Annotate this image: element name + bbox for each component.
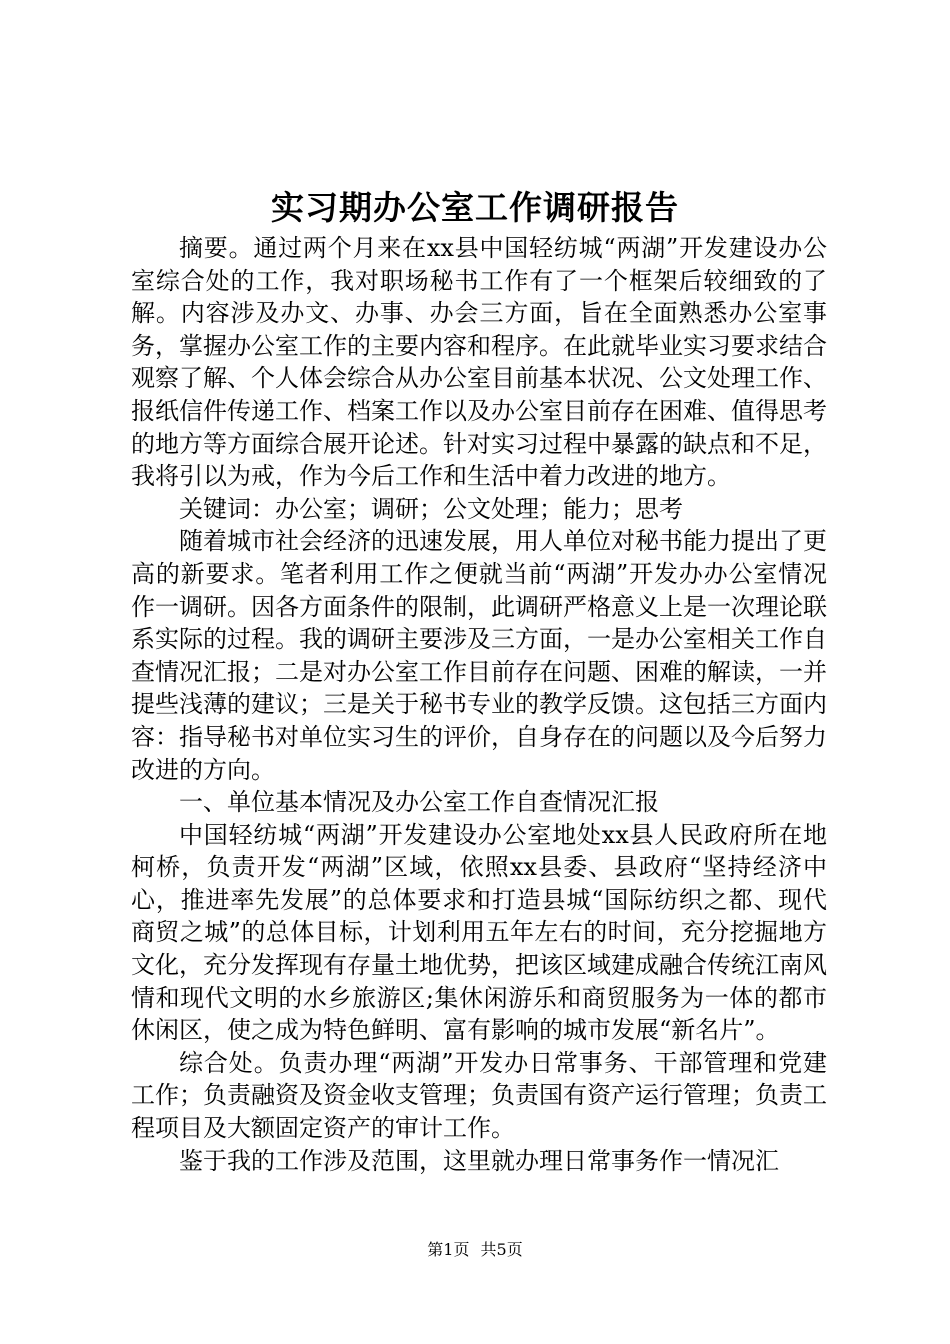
page-total: 共5页 [480, 1240, 523, 1259]
page-footer [0, 1238, 950, 1262]
body-paragraph: 综合处。负责办理“两湖”开发办日常事务、干部管理和党建工作；负责融资及资金收支管理；负责国有资产运行管理；负责工程项目及大额固定资产的审计工作。 [131, 1048, 827, 1143]
document-title: 实习期办公室工作调研报告 [271, 188, 679, 227]
intro-paragraph: 随着城市社会经济的迅速发展，用人单位对秘书能力提出了更高的新要求。笔者利用工作之便就当前“两湖”开发办办公室情况作一调研。因各方面条件的限制，此调研严格意义上是一次理论联系实际的过程。我的调研主要涉及三方面，一是办公室相关工作自查情况汇报；二是对办公室工作目前存在问题、困难的解读，一并提些浅薄的建议；三是关于秘书专业的教学反馈。这包括三方面内容：指导秘书对单位实习生的评价，自身存在的问题以及今后努力改进的方向。 [131, 527, 827, 784]
abstract-paragraph: 摘要。通过两个月来在xx县中国轻纺城“两湖”开发建设办公室综合处的工作，我对职场秘书工作有了一个框架后较细致的了解。内容涉及办文、办事、办会三方面，旨在全面熟悉办公室事务，掌握办公室工作的主要内容和程序。在此就毕业实习要求结合观察了解、个人体会综合从办公室目前基本状况、公文处理工作、报纸信件传递工作、档案工作以及办公室目前存在困难、值得思考的地方等方面综合展开论述。针对实习过程中暴露的缺点和不足，我将引以为戒，作为今后工作和生活中着力改进的地方。 [131, 234, 827, 491]
document-body [131, 232, 827, 1177]
keywords-paragraph: 关键词：办公室；调研；公文处理；能力；思考 [179, 494, 683, 523]
body-paragraph: 鉴于我的工作涉及范围，这里就办理日常事务作一情况汇 [179, 1146, 779, 1175]
section-heading: 一、单位基本情况及办公室工作自查情况汇报 [179, 788, 659, 817]
body-paragraph: 中国轻纺城“两湖”开发建设办公室地处xx县人民政府所在地柯桥，负责开发“两湖”区域，依照xx县委、县政府“坚持经济中心，推进率先发展”的总体要求和打造县城“国际纺织之都、现代商贸之城”的总体目标，计划利用五年左右的时间，充分挖掘地方文化，充分发挥现有存量土地优势，把该区域建成融合传统江南风情和现代文明的水乡旅游区;集休闲游乐和商贸服务为一体的都市休闲区，使之成为特色鲜明、富有影响的城市发展“新名片”。 [131, 820, 827, 1045]
page-number: 第1页 [427, 1240, 470, 1259]
